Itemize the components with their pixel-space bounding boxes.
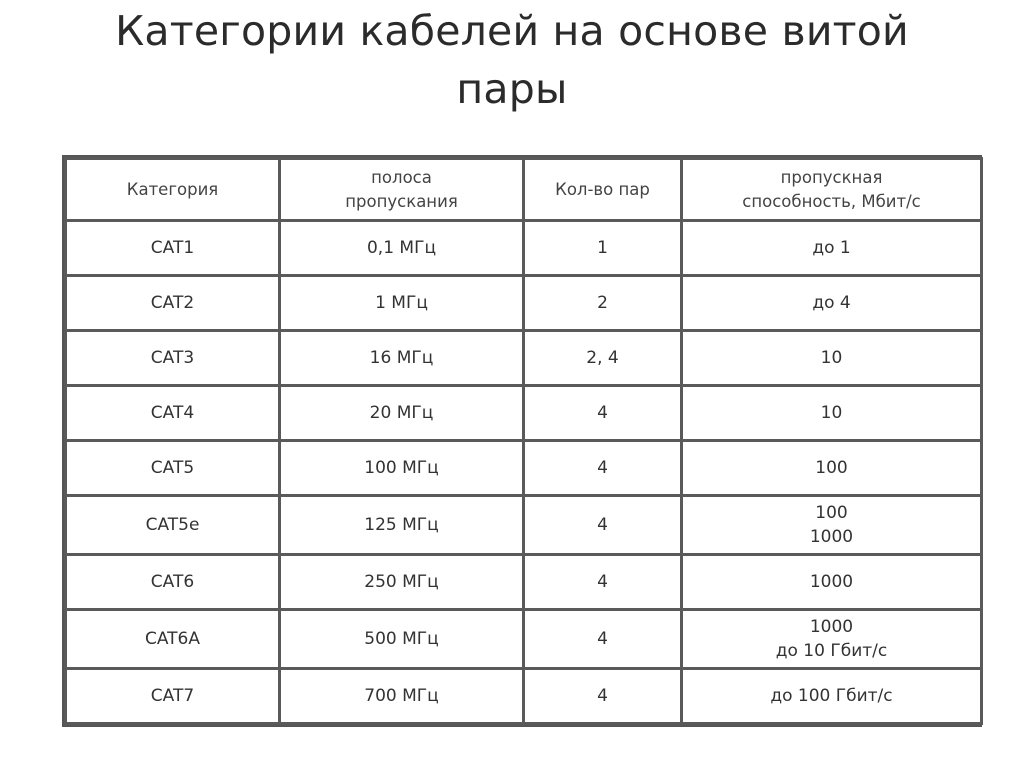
header-bandwidth: полоса пропускания [280,159,524,221]
slide-title [0,2,1024,118]
cell-category: CAT5 [66,441,280,496]
cell-pairs: 4 [524,496,682,555]
header-throughput: пропускная способность, Мбит/с [682,159,982,221]
table-row [66,610,982,669]
table-row [66,555,982,610]
cell-throughput: до 4 [682,276,982,331]
table-row [66,221,982,276]
table-row [66,669,982,724]
cell-pairs: 4 [524,555,682,610]
cable-categories-table [64,157,983,725]
slide-title-line-2: пары [456,65,568,113]
header-pairs: Кол-во пар [524,159,682,221]
cell-pairs: 4 [524,386,682,441]
table-row [66,276,982,331]
table-row [66,331,982,386]
table-row [66,441,982,496]
table-row [66,496,982,555]
cell-bandwidth: 20 МГц [280,386,524,441]
cell-throughput: до 100 Гбит/с [682,669,982,724]
cell-category: CAT1 [66,221,280,276]
header-category: Категория [66,159,280,221]
cell-pairs: 2, 4 [524,331,682,386]
cell-pairs: 2 [524,276,682,331]
cell-pairs: 4 [524,441,682,496]
cell-throughput: 100 1000 [682,496,982,555]
cell-bandwidth: 700 МГц [280,669,524,724]
cell-throughput: 1000 до 10 Гбит/с [682,610,982,669]
cell-throughput: 100 [682,441,982,496]
cell-bandwidth: 500 МГц [280,610,524,669]
slide-title-line-1: Категории кабелей на основе витой [115,7,909,55]
cell-bandwidth: 1 МГц [280,276,524,331]
cell-category: CAT4 [66,386,280,441]
cell-category: CAT6A [66,610,280,669]
table-row [66,386,982,441]
cell-category: CAT6 [66,555,280,610]
cell-throughput: 1000 [682,555,982,610]
table-header-row [66,159,982,221]
cell-throughput: до 1 [682,221,982,276]
cell-category: CAT3 [66,331,280,386]
cell-bandwidth: 0,1 МГц [280,221,524,276]
cable-categories-table-frame [62,155,982,727]
cell-pairs: 1 [524,221,682,276]
cell-category: CAT5e [66,496,280,555]
cell-bandwidth: 16 МГц [280,331,524,386]
cell-bandwidth: 250 МГц [280,555,524,610]
cell-pairs: 4 [524,610,682,669]
cell-throughput: 10 [682,386,982,441]
cell-category: CAT7 [66,669,280,724]
cell-category: CAT2 [66,276,280,331]
cell-bandwidth: 125 МГц [280,496,524,555]
cell-bandwidth: 100 МГц [280,441,524,496]
cell-throughput: 10 [682,331,982,386]
cell-pairs: 4 [524,669,682,724]
